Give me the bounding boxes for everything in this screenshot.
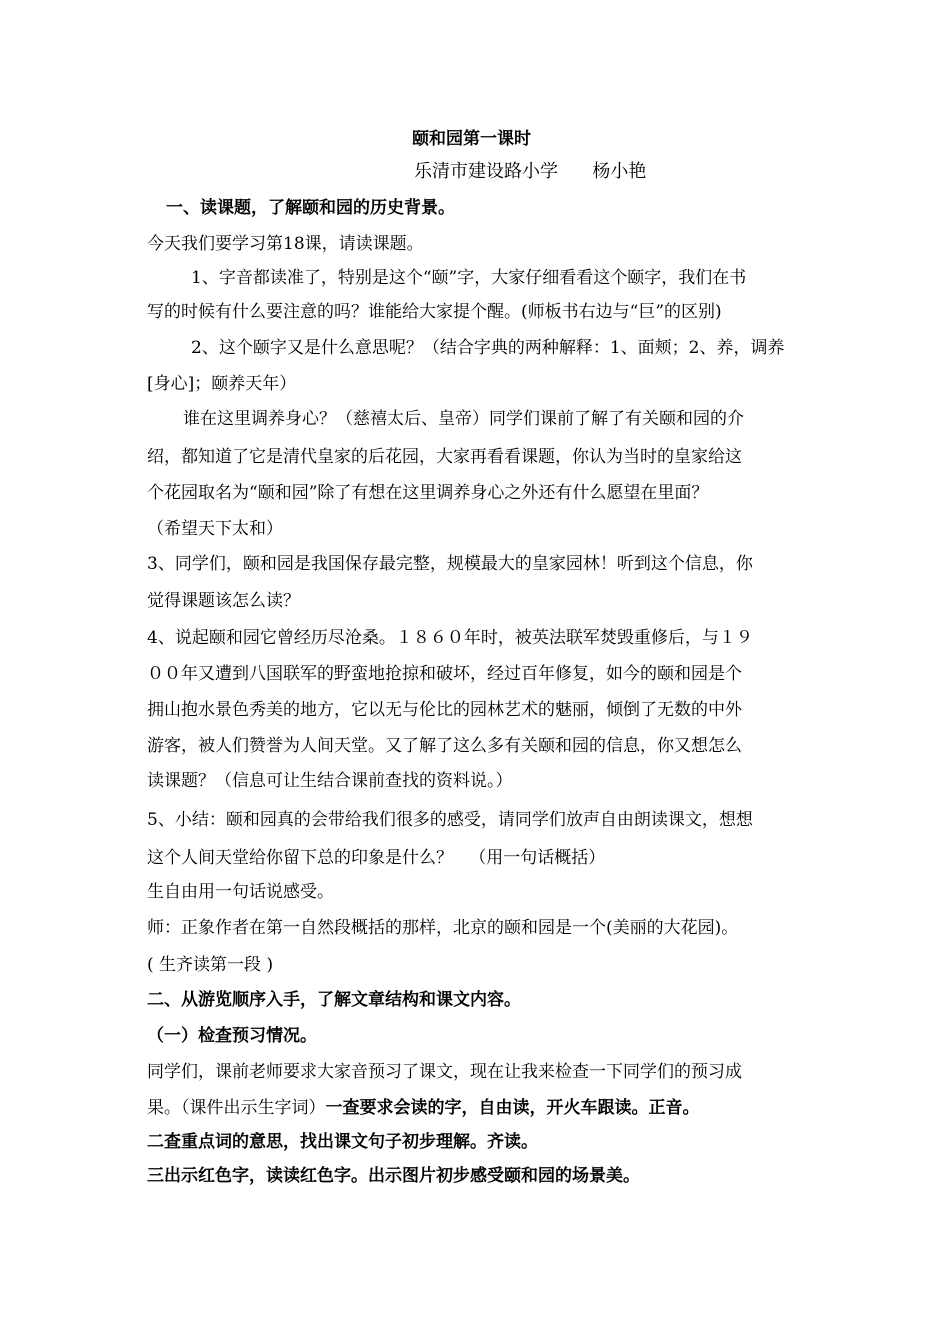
paragraph-line: 5、小结：颐和园真的会带给我们很多的感受，请同学们放声自由朗读课文，想想	[147, 810, 753, 830]
author-line: 乐清市建设路小学 杨小艳	[414, 161, 647, 182]
paragraph-line: 生自由用一句话说感受。	[147, 882, 334, 902]
paragraph-line: 4、说起颐和园它曾经历尽沧桑。１８６０年时，被英法联军焚毁重修后，与１９	[147, 628, 753, 648]
paragraph-line: （希望天下太和）	[147, 519, 283, 539]
section-heading-1: 一、读课题，了解颐和园的历史背景。	[166, 198, 455, 218]
bold-instruction: 一查要求会读的字，自由读，开火车跟读。正音。	[325, 1098, 700, 1118]
paragraph-line: 2、这个颐字又是什么意思呢？（结合字典的两种解释：1、面颊；2、养，调养	[191, 338, 785, 358]
paragraph-line: 1、字音都读准了，特别是这个“颐”字，大家仔细看看这个颐字，我们在书	[191, 268, 747, 288]
paragraph-line: 同学们，课前老师要求大家音预习了课文，现在让我来检查一下同学们的预习成	[147, 1062, 742, 1082]
section-heading-2: 二、从游览顺序入手，了解文章结构和课文内容。	[147, 990, 521, 1010]
paragraph-line: 师：正象作者在第一自然段概括的那样，北京的颐和园是一个(美丽的大花园)。	[147, 918, 739, 938]
subsection-heading: （一）检查预习情况。	[147, 1026, 317, 1046]
bold-instruction: 二查重点词的意思，找出课文句子初步理解。齐读。	[147, 1132, 538, 1152]
paragraph-line: 觉得课题该怎么读？	[147, 591, 300, 611]
paragraph-line: [身心]；颐养天年）	[147, 374, 297, 394]
paragraph-line: 这个人间天堂给你留下总的印象是什么？ （用一句话概括）	[147, 848, 606, 868]
paragraph-line: 今天我们要学习第18课，请读课题。	[147, 234, 424, 254]
paragraph-line	[147, 1096, 700, 1120]
paragraph-text: 果。（课件出示生字词）	[147, 1098, 326, 1118]
bold-instruction: 三出示红色字，读读红色字。出示图片初步感受颐和园的场景美。	[147, 1166, 640, 1186]
paragraph-line: 游客，被人们赞誉为人间天堂。又了解了这么多有关颐和园的信息，你又想怎么	[147, 736, 742, 756]
paragraph-line: 拥山抱水景色秀美的地方，它以无与伦比的园林艺术的魅丽，倾倒了无数的中外	[147, 700, 742, 720]
paragraph-line: 绍，都知道了它是清代皇家的后花园，大家再看看课题，你认为当时的皇家给这	[147, 447, 742, 467]
paragraph-line: 3、同学们，颐和园是我国保存最完整，规模最大的皇家园林！听到这个信息，你	[147, 554, 753, 574]
document-title: 颐和园第一课时	[412, 129, 531, 149]
paragraph-line: 写的时候有什么要注意的吗？谁能给大家提个醒。(师板书右边与“巨”的区别)	[147, 302, 722, 322]
paragraph-line: 个花园取名为“颐和园”除了有想在这里调养身心之外还有什么愿望在里面？	[147, 483, 709, 503]
paragraph-line: 谁在这里调养身心？（慈禧太后、皇帝）同学们课前了解了有关颐和园的介	[183, 409, 744, 429]
paragraph-line: 读课题？（信息可让生结合课前查找的资料说。）	[147, 771, 513, 791]
paragraph-line: ( 生齐读第一段 )	[147, 955, 274, 975]
paragraph-line: ００年又遭到八国联军的野蛮地抢掠和破坏，经过百年修复，如今的颐和园是个	[147, 664, 742, 684]
